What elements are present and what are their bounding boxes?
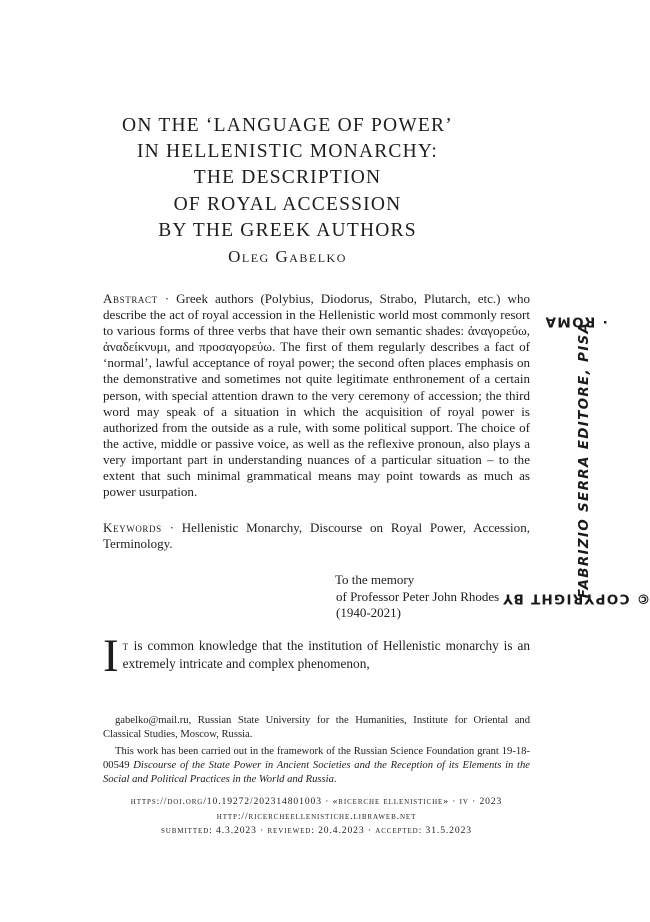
keywords [103, 520, 530, 552]
keywords-label: Keywords [103, 520, 162, 535]
title-line: ON THE ‘LANGUAGE OF POWER’ [122, 115, 453, 136]
footnote-funding [103, 745, 530, 788]
title-line: BY THE GREEK AUTHORS [158, 219, 417, 241]
keywords-text: · Hellenistic Monarchy, Discourse on Royal Power, Accession, Terminology. [103, 520, 530, 552]
publication-footer [103, 795, 530, 839]
funding-title: Discourse of the State Power in Ancient Societies and the Reception of its Elements in the Social and Political Practices in the World and Russia [103, 760, 531, 786]
funding-prefix: This work has been carried out in the framework of the Russian Science Foundation grant 19-18-00549 [103, 746, 530, 772]
article-title [90, 113, 485, 244]
dedication-line: To the memory [335, 572, 415, 587]
title-line: OF ROYAL ACCESSION [173, 193, 402, 215]
dedication-line: (1940-2021) [336, 605, 401, 620]
author-name: Oleg Gabelko [228, 247, 347, 266]
url-line: http://ricercheellenistiche.libraweb.net [216, 810, 417, 822]
copyright-text [501, 313, 650, 607]
abstract [103, 291, 530, 500]
dedication [335, 572, 499, 622]
doi-line: https://doi.org/10.19272/202314801003 · «ricerche ellenistiche» · iv · 2023 [130, 796, 503, 807]
abstract-text: · Greek authors (Polybius, Diodorus, Strabo, Plutarch, etc.) who describe the act of royal accession in the Hellenistic world most commonly resort to various forms of three verbs that have their own semantic shades: ἀναγορεύω, ἀναδείκνυμι, and προσαγορεύω. The first of them regularly describes a fact of ‘normal’, lawful acceptance of royal power; the second often places emphasis on the demonstrative and sometimes not quite legitimate enthronement of a certain person, with special attention drawn to the very ceremony of accession; the third word may speak of a situation in which the acquisition of royal power is authorized from the outside as a rule, with some political support. The choice of the active, middle or passive voice, as well as the reflexive pronoun, also plays a very important part in understanding nuances of a particular situation – to the extent that such minimal grammatical means may point towards as much as power usurpation. [103, 291, 530, 500]
funding-suffix: . [333, 774, 337, 786]
abstract-label: Abstract [103, 291, 158, 306]
body-paragraph [103, 630, 530, 682]
footnote-affiliation: gabelko@mail.ru, Russian State University for the Humanities, Institute for Oriental and Classical Studies, Moscow, Russia. [103, 715, 530, 741]
copyright-publisher: FABRIZIO SERRA EDITORE, PISA [576, 321, 592, 599]
first-word-rest: t [122, 638, 129, 653]
dates-line: submitted: 4.3.2023 · reviewed: 20.4.2023 · accepted: 31.5.2023 [161, 825, 472, 837]
title-line: THE DESCRIPTION [193, 167, 382, 189]
copyright-suffix: · ROMA [544, 313, 608, 330]
copyright-prefix: © COPYRIGHT BY [501, 590, 650, 607]
body-text: is common knowledge that the institution of Hellenistic monarchy is an extremely intricate and complex phenomenon, [122, 638, 530, 671]
dedication-line: of Professor Peter John Rhodes [336, 588, 500, 604]
title-line: IN HELLENISTIC MONARCHY: [136, 141, 439, 163]
drop-cap: I [103, 630, 119, 682]
